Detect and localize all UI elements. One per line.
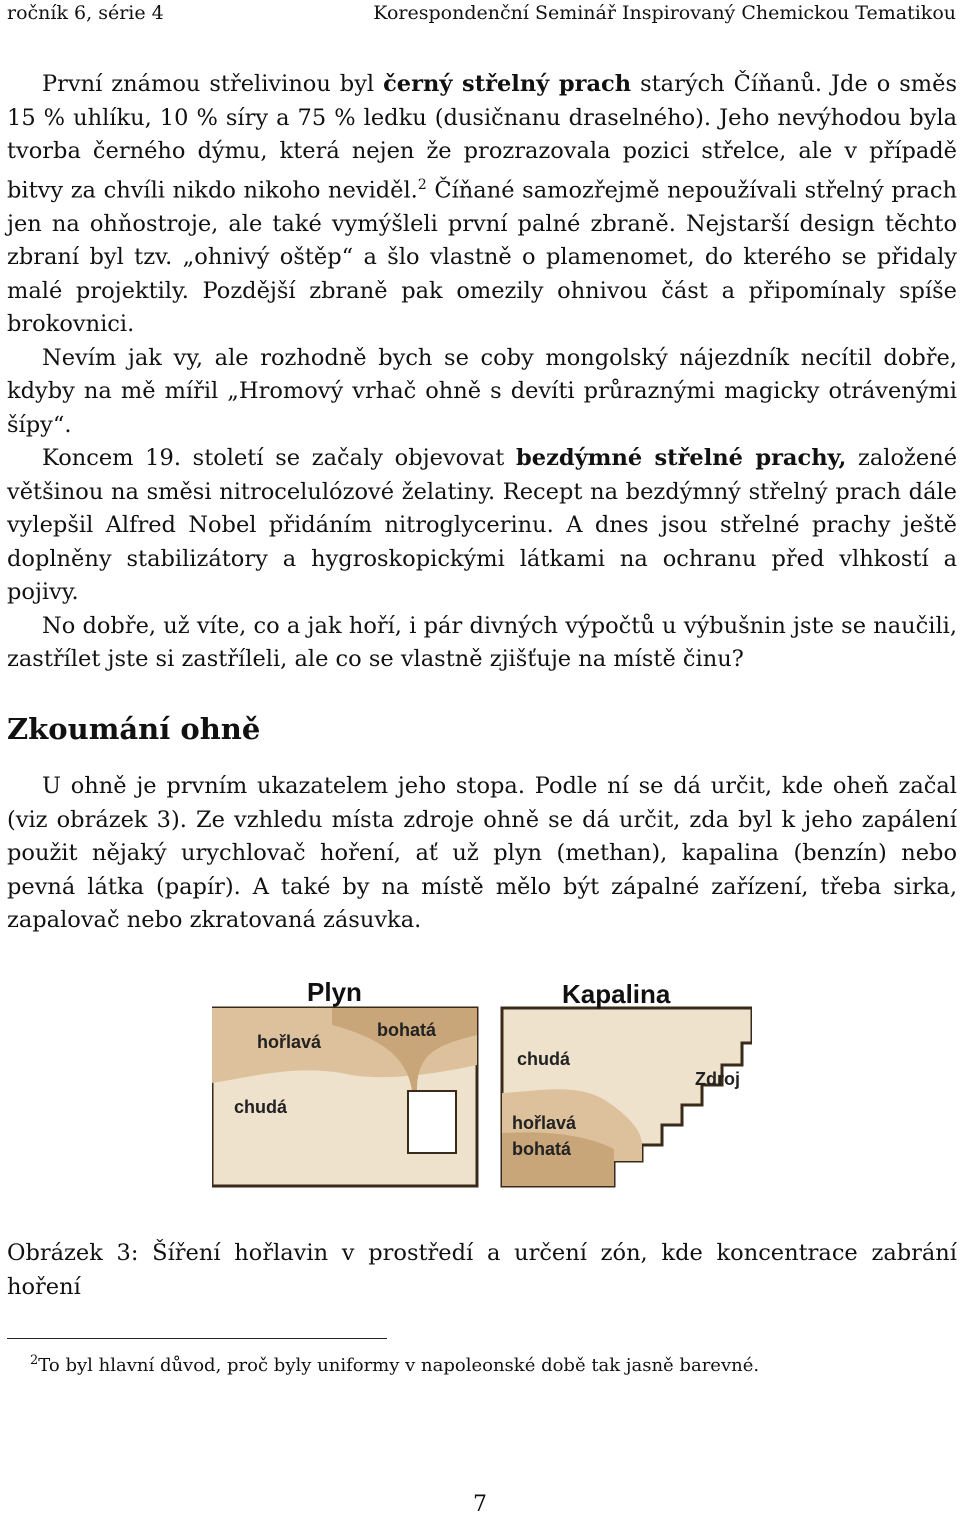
page-number: 7 bbox=[473, 1492, 487, 1517]
fire-spread-figure bbox=[212, 973, 752, 1188]
liquid-panel bbox=[502, 979, 752, 1186]
fire-spread-diagram bbox=[212, 973, 752, 1188]
gas-source-box bbox=[408, 1091, 456, 1153]
body-text bbox=[7, 68, 957, 677]
footnote-ref: 2 bbox=[417, 176, 427, 193]
page-header bbox=[7, 2, 956, 30]
paragraph-mongol: Nevím jak vy, ale rozhodně bych se coby mongolský nájezdník necítil dobře, kdyby na mě mířil „Hromový vrhač ohně s devíti průraznými magicky otrávenými šípy“. bbox=[7, 344, 957, 438]
liquid-label-poor: chudá bbox=[517, 1049, 571, 1069]
liquid-label-flammable: hořlavá bbox=[512, 1113, 577, 1133]
footnote-mark: 2 bbox=[30, 1353, 39, 1368]
paragraph-fire-trace: U ohně je prvním ukazatelem jeho stopa. Podle ní se dá určit, kde oheň začal (viz obrázek 3). Ze vzhledu místa zdroje ohně se dá určit, zda byl k jeho zapálení použit nějaký urychlovač hoření, ať už plyn (methan), kapalina (benzín) nebo pevná látka (papír). A také by na místě mělo být zápalné zařízení, třeba sirka, zapalovač nebo zkratovaná zásuvka. bbox=[7, 773, 957, 933]
gas-title: Plyn bbox=[307, 977, 362, 1007]
text-run: Číňané samozřejmě nepoužívali střelný prach jen na ohňostroje, ale také vymýšleli první palné zbraně. Nejstarší design těchto zbraní byl tzv. „ohnivý oštěp“ a šlo vlastně o plamenomet, do kterého se přidaly malé projektily. Pozdější zbraně pak omezily ohnivou část a připomínaly spíše brokovnici. bbox=[7, 177, 957, 337]
text-run: založené většinou na směsi nitrocelulózové želatiny. Recept na bezdýmný střelný prach dále vylepšil Alfred Nobel přidáním nitroglycerinu. A dnes jsou střelné prachy ještě doplněny stabilizátory a hygroskopickými látkami na ochranu před vlhkostí a pojivy. bbox=[7, 445, 958, 605]
paragraph-crime-scene: No dobře, už víte, co a jak hoří, i pár divných výpočtů u výbušnin jste se naučili, zastřílet jste si zastříleli, ale co se vlastně zjišťuje na místě činu? bbox=[7, 612, 957, 672]
bold-term: černý střelný prach bbox=[383, 71, 632, 97]
gas-label-flammable: hořlavá bbox=[257, 1032, 322, 1052]
text-run: Koncem 19. století se začaly objevovat bbox=[42, 445, 517, 471]
gas-panel bbox=[212, 977, 477, 1186]
gas-label-poor: chudá bbox=[234, 1097, 288, 1117]
liquid-title: Kapalina bbox=[562, 979, 671, 1009]
paragraph-black-powder bbox=[7, 68, 957, 342]
footnote-text: To byl hlavní důvod, proč byly uniformy v napoleonské době tak jasně barevné. bbox=[38, 1355, 760, 1376]
section-body bbox=[7, 770, 957, 938]
paragraph-smokeless bbox=[7, 442, 957, 610]
footnote-rule bbox=[7, 1338, 387, 1339]
liquid-label-source: Zdroj bbox=[695, 1069, 740, 1089]
footnote bbox=[30, 1348, 759, 1379]
gas-label-rich: bohatá bbox=[377, 1020, 437, 1040]
bold-term: bezdýmné střelné prachy, bbox=[516, 445, 847, 471]
figure-caption: Obrázek 3: Šíření hořlavin v prostředí a určení zón, kde koncentrace zabrání hoření bbox=[7, 1240, 957, 1300]
section-heading: Zkoumání ohně bbox=[7, 712, 261, 746]
header-seminar-name: Korespondenční Seminář Inspirovaný Chemickou Tematikou bbox=[373, 2, 956, 24]
liquid-label-rich: bohatá bbox=[512, 1139, 572, 1159]
text-run: První známou střelivinou byl bbox=[42, 71, 384, 97]
header-issue: ročník 6, série 4 bbox=[7, 2, 164, 24]
text-run: starých Číňanů. Jde o směs 15 % uhlíku, 10 % síry a 75 % ledku (dusičnanu draselného). Jeho nevýhodou byla tvorba černého dýmu, která nejen že prozrazovala pozici střelce, ale v případě bitvy za chvíli nikdo nikoho neviděl. bbox=[7, 71, 957, 203]
